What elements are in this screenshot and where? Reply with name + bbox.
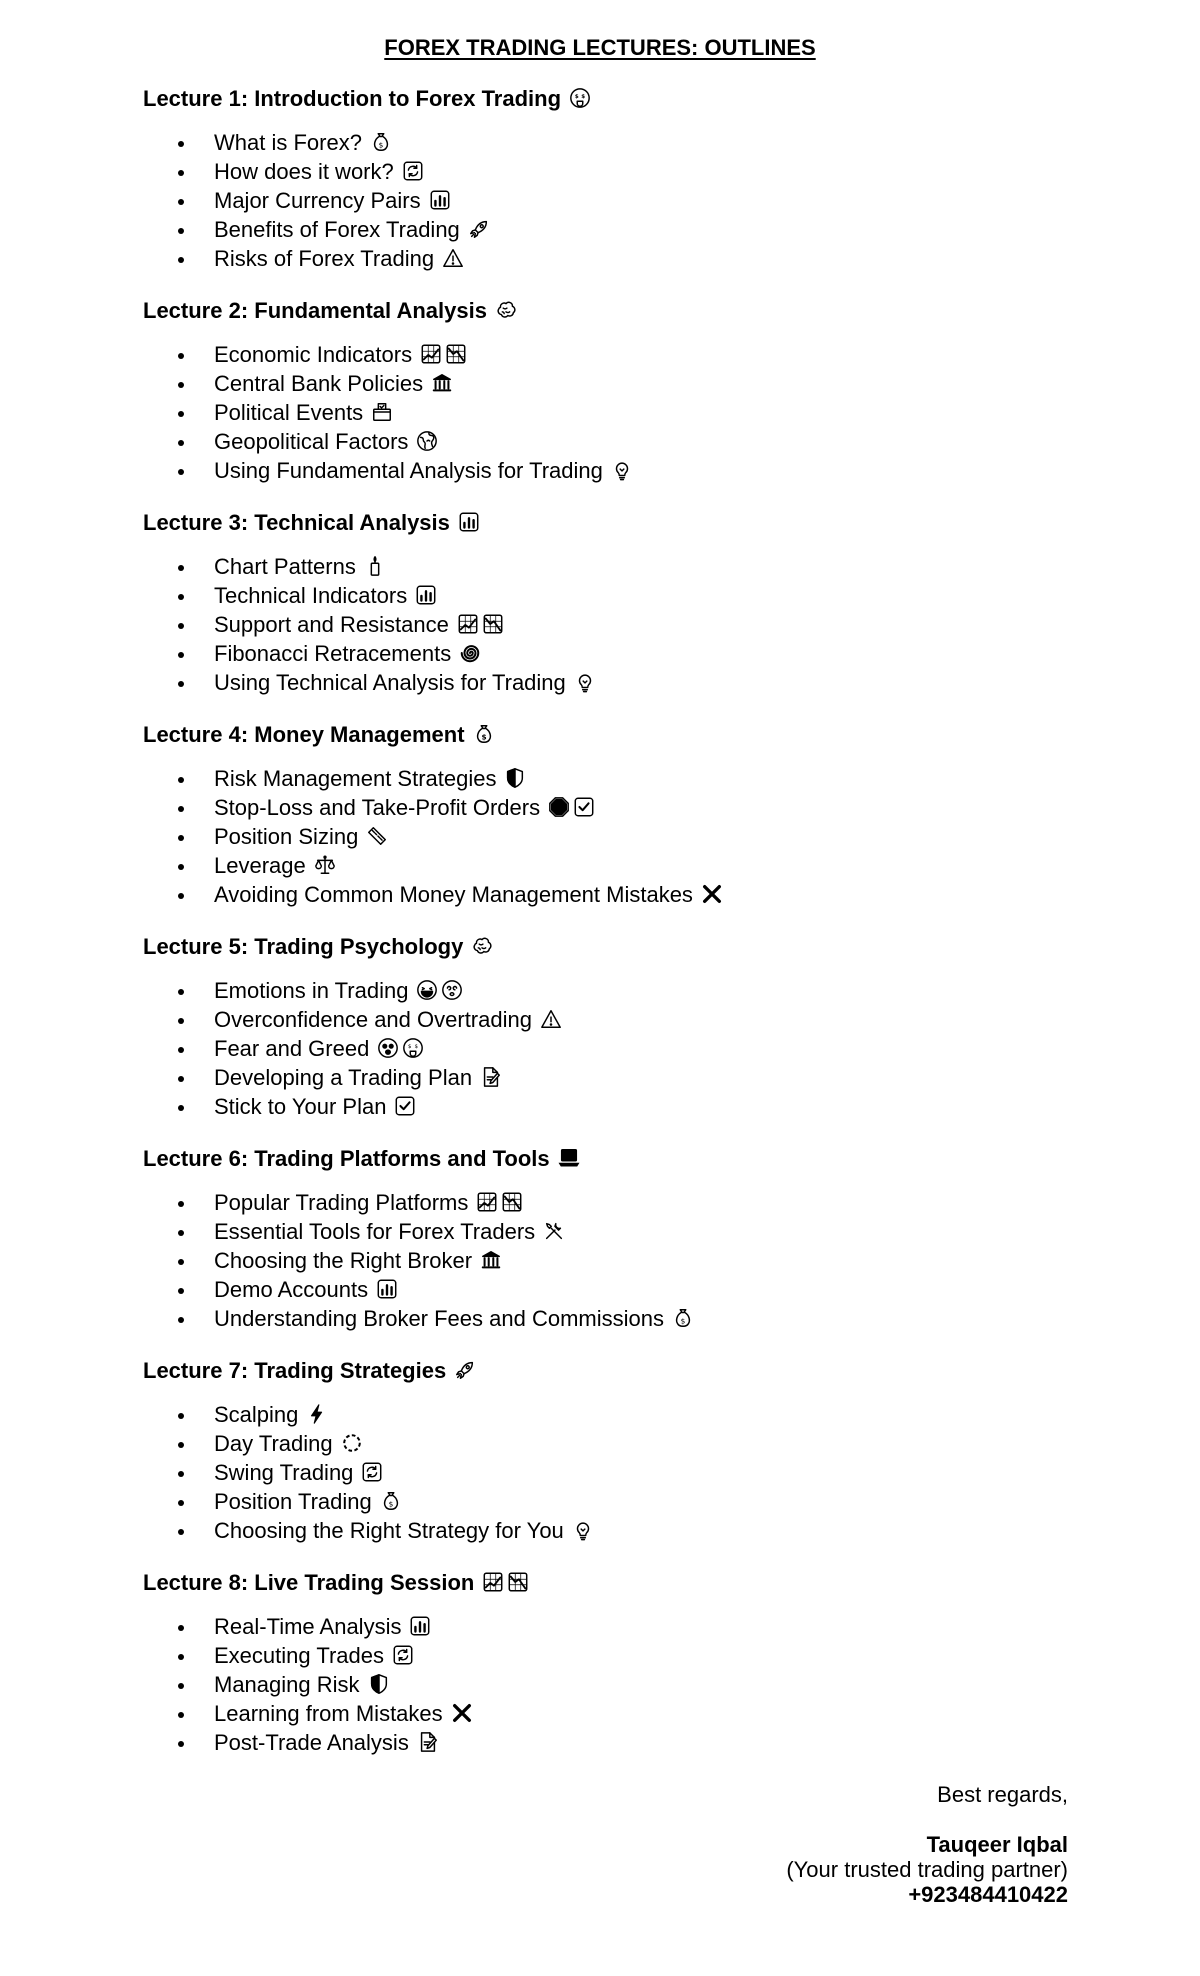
lecture-heading — [143, 1356, 1093, 1386]
chart-down-icon — [507, 1571, 529, 1593]
list-item — [143, 668, 1093, 697]
list-item-label: Risks of Forex Trading — [214, 246, 435, 271]
list-item — [143, 1429, 1093, 1458]
list-item-label: Overconfidence and Overtrading — [214, 1007, 532, 1032]
lecture-heading-text: Lecture 5: Trading Psychology — [143, 934, 464, 959]
bar-chart-icon — [376, 1278, 398, 1300]
checkbox-icon — [573, 796, 595, 818]
list-item-label: Using Technical Analysis for Trading — [214, 670, 566, 695]
lecture-topic-list — [143, 764, 1093, 909]
list-item-label: How does it work? — [214, 159, 394, 184]
bar-chart-icon — [409, 1615, 431, 1637]
list-item — [143, 1275, 1093, 1304]
svg-text:$: $ — [378, 140, 384, 150]
repeat-arrows-icon — [361, 1461, 383, 1483]
chart-down-icon — [482, 613, 504, 635]
checkbox-icon — [394, 1095, 416, 1117]
lightbulb-icon — [611, 459, 633, 481]
lecture-heading — [143, 84, 1093, 114]
list-item — [143, 1400, 1093, 1429]
list-item — [143, 610, 1093, 639]
signoff-regards: Best regards, — [937, 1782, 1068, 1807]
rocket-icon — [468, 218, 490, 240]
list-item — [143, 1641, 1093, 1670]
list-item — [143, 764, 1093, 793]
svg-text:$: $ — [574, 94, 579, 100]
list-item-label: Swing Trading — [214, 1460, 354, 1485]
memo-icon — [417, 1731, 439, 1753]
list-item-label: Stick to Your Plan — [214, 1094, 387, 1119]
list-item — [143, 1092, 1093, 1121]
money-bag-icon — [380, 1490, 402, 1512]
lecture-topic-list — [143, 1400, 1093, 1545]
list-item-label: Emotions in Trading — [214, 978, 409, 1003]
lecture-section — [143, 1144, 1093, 1356]
list-item — [143, 1063, 1093, 1092]
list-item-label: Fear and Greed — [214, 1036, 370, 1061]
shield-icon — [504, 767, 526, 789]
list-item — [143, 427, 1093, 456]
list-item — [143, 1728, 1093, 1757]
lecture-topic-list — [143, 976, 1093, 1121]
list-item — [143, 976, 1093, 1005]
list-item — [143, 581, 1093, 610]
list-item-label: Scalping — [214, 1402, 299, 1427]
list-item — [143, 880, 1093, 909]
list-item-label: Post-Trade Analysis — [214, 1730, 409, 1755]
list-item — [143, 1516, 1093, 1545]
list-item-label: What is Forex? — [214, 130, 362, 155]
bank-icon — [480, 1249, 502, 1271]
list-item-label: Understanding Broker Fees and Commissions — [214, 1306, 664, 1331]
signoff — [786, 1782, 1068, 1907]
lecture-topic-list — [143, 552, 1093, 697]
list-item-label: Leverage — [214, 853, 306, 878]
list-item-label: Support and Resistance — [214, 612, 449, 637]
dizzy-face-icon — [441, 979, 463, 1001]
list-item-label: Position Sizing — [214, 824, 359, 849]
list-item-label: Avoiding Common Money Management Mistakes — [214, 882, 693, 907]
lecture-heading — [143, 1144, 1093, 1174]
svg-text:$: $ — [581, 94, 586, 100]
money-face-icon — [402, 1037, 424, 1059]
cross-mark-icon — [451, 1702, 473, 1724]
brain-icon — [495, 299, 517, 321]
grin-face-icon — [416, 979, 438, 1001]
list-item-label: Political Events — [214, 400, 364, 425]
lightbulb-icon — [572, 1519, 594, 1541]
list-item-label: Major Currency Pairs — [214, 188, 421, 213]
lecture-topic-list — [143, 340, 1093, 485]
list-item-label: Essential Tools for Forex Traders — [214, 1219, 536, 1244]
brain-icon — [471, 935, 493, 957]
list-item — [143, 1246, 1093, 1275]
list-item — [143, 552, 1093, 581]
money-face-icon — [569, 87, 591, 109]
chart-up-icon — [476, 1191, 498, 1213]
list-item-label: Geopolitical Factors — [214, 429, 409, 454]
lecture-topic-list — [143, 128, 1093, 273]
money-bag-icon — [473, 723, 495, 745]
chart-down-icon — [445, 343, 467, 365]
list-item-label: Learning from Mistakes — [214, 1701, 443, 1726]
memo-icon — [480, 1066, 502, 1088]
list-item-label: Choosing the Right Broker — [214, 1248, 473, 1273]
lecture-heading-text: Lecture 3: Technical Analysis — [143, 510, 450, 535]
lecture-heading-text: Lecture 2: Fundamental Analysis — [143, 298, 487, 323]
bar-chart-icon — [415, 584, 437, 606]
list-item-label: Demo Accounts — [214, 1277, 369, 1302]
candle-icon — [364, 555, 386, 577]
spiral-icon — [459, 642, 481, 664]
list-item-label: Choosing the Right Strategy for You — [214, 1518, 564, 1543]
fearful-face-icon — [377, 1037, 399, 1059]
list-item — [143, 215, 1093, 244]
lecture-heading — [143, 932, 1093, 962]
lecture-heading — [143, 296, 1093, 326]
list-item-label: Technical Indicators — [214, 583, 408, 608]
lightning-icon — [306, 1403, 328, 1425]
list-item-label: Real-Time Analysis — [214, 1614, 402, 1639]
rocket-icon — [454, 1359, 476, 1381]
lecture-section — [143, 720, 1093, 932]
tools-icon — [543, 1220, 565, 1242]
svg-text:$: $ — [680, 1316, 686, 1326]
lecture-heading-text: Lecture 4: Money Management — [143, 722, 465, 747]
list-item-label: Chart Patterns — [214, 554, 356, 579]
list-item — [143, 1670, 1093, 1699]
svg-text:$: $ — [414, 1044, 419, 1050]
document-title: FOREX TRADING LECTURES: OUTLINES — [384, 35, 816, 60]
svg-text:$: $ — [388, 1499, 394, 1509]
list-item-label: Stop-Loss and Take-Profit Orders — [214, 795, 541, 820]
money-bag-icon — [672, 1307, 694, 1329]
lecture-heading — [143, 720, 1093, 750]
document-title-wrap — [0, 34, 1200, 62]
list-item — [143, 1487, 1093, 1516]
list-item — [143, 851, 1093, 880]
author-name: Tauqeer Iqbal — [926, 1832, 1068, 1857]
list-item-label: Day Trading — [214, 1431, 333, 1456]
list-item — [143, 244, 1093, 273]
lecture-section — [143, 84, 1093, 296]
lecture-heading-text: Lecture 6: Trading Platforms and Tools — [143, 1146, 550, 1171]
list-item — [143, 186, 1093, 215]
list-item-label: Popular Trading Platforms — [214, 1190, 469, 1215]
ruler-icon — [366, 825, 388, 847]
globe-icon — [416, 430, 438, 452]
list-item-label: Benefits of Forex Trading — [214, 217, 460, 242]
lecture-section — [143, 1568, 1093, 1780]
list-item — [143, 822, 1093, 851]
sun-icon — [341, 1432, 363, 1454]
lecture-section — [143, 1356, 1093, 1568]
lecture-section — [143, 932, 1093, 1144]
lecture-heading-text: Lecture 1: Introduction to Forex Trading — [143, 86, 562, 111]
list-item — [143, 1005, 1093, 1034]
list-item — [143, 456, 1093, 485]
bar-chart-icon — [458, 511, 480, 533]
lightbulb-icon — [574, 671, 596, 693]
list-item — [143, 639, 1093, 668]
list-item — [143, 128, 1093, 157]
money-bag-icon — [370, 131, 392, 153]
lecture-heading — [143, 508, 1093, 538]
lecture-topic-list — [143, 1612, 1093, 1757]
list-item — [143, 157, 1093, 186]
laptop-icon — [558, 1147, 580, 1169]
list-item — [143, 1612, 1093, 1641]
list-item-label: Risk Management Strategies — [214, 766, 497, 791]
lecture-heading-text: Lecture 7: Trading Strategies — [143, 1358, 447, 1383]
chart-up-icon — [457, 613, 479, 635]
list-item — [143, 1034, 1093, 1063]
chart-up-icon — [420, 343, 442, 365]
list-item — [143, 1699, 1093, 1728]
list-item-label: Executing Trades — [214, 1643, 384, 1668]
bar-chart-icon — [429, 189, 451, 211]
shield-icon — [368, 1673, 390, 1695]
lecture-heading-text: Lecture 8: Live Trading Session — [143, 1570, 475, 1595]
list-item — [143, 1458, 1093, 1487]
lecture-section — [143, 508, 1093, 720]
stop-sign-icon — [548, 796, 570, 818]
author-phone: +923484410422 — [908, 1882, 1068, 1907]
lecture-section — [143, 296, 1093, 508]
list-item — [143, 1304, 1093, 1333]
list-item-label: Managing Risk — [214, 1672, 360, 1697]
lecture-list — [143, 84, 1093, 1780]
svg-text:$: $ — [408, 1044, 412, 1050]
list-item-label: Developing a Trading Plan — [214, 1065, 473, 1090]
cross-mark-icon — [701, 883, 723, 905]
chart-up-icon — [482, 1571, 504, 1593]
repeat-arrows-icon — [392, 1644, 414, 1666]
author-tagline: (Your trusted trading partner) — [786, 1857, 1068, 1882]
chart-down-icon — [501, 1191, 523, 1213]
svg-text:$: $ — [480, 732, 487, 742]
list-item-label: Economic Indicators — [214, 342, 413, 367]
list-item — [143, 340, 1093, 369]
list-item — [143, 793, 1093, 822]
list-item — [143, 1188, 1093, 1217]
lecture-topic-list — [143, 1188, 1093, 1333]
ballot-box-icon — [371, 401, 393, 423]
scales-icon — [314, 854, 336, 876]
list-item — [143, 1217, 1093, 1246]
list-item-label: Fibonacci Retracements — [214, 641, 452, 666]
list-item — [143, 369, 1093, 398]
warning-icon — [442, 247, 464, 269]
warning-icon — [540, 1008, 562, 1030]
bank-icon — [431, 372, 453, 394]
list-item — [143, 398, 1093, 427]
repeat-arrows-icon — [402, 160, 424, 182]
list-item-label: Central Bank Policies — [214, 371, 424, 396]
list-item-label: Using Fundamental Analysis for Trading — [214, 458, 603, 483]
list-item-label: Position Trading — [214, 1489, 372, 1514]
lecture-heading — [143, 1568, 1093, 1598]
